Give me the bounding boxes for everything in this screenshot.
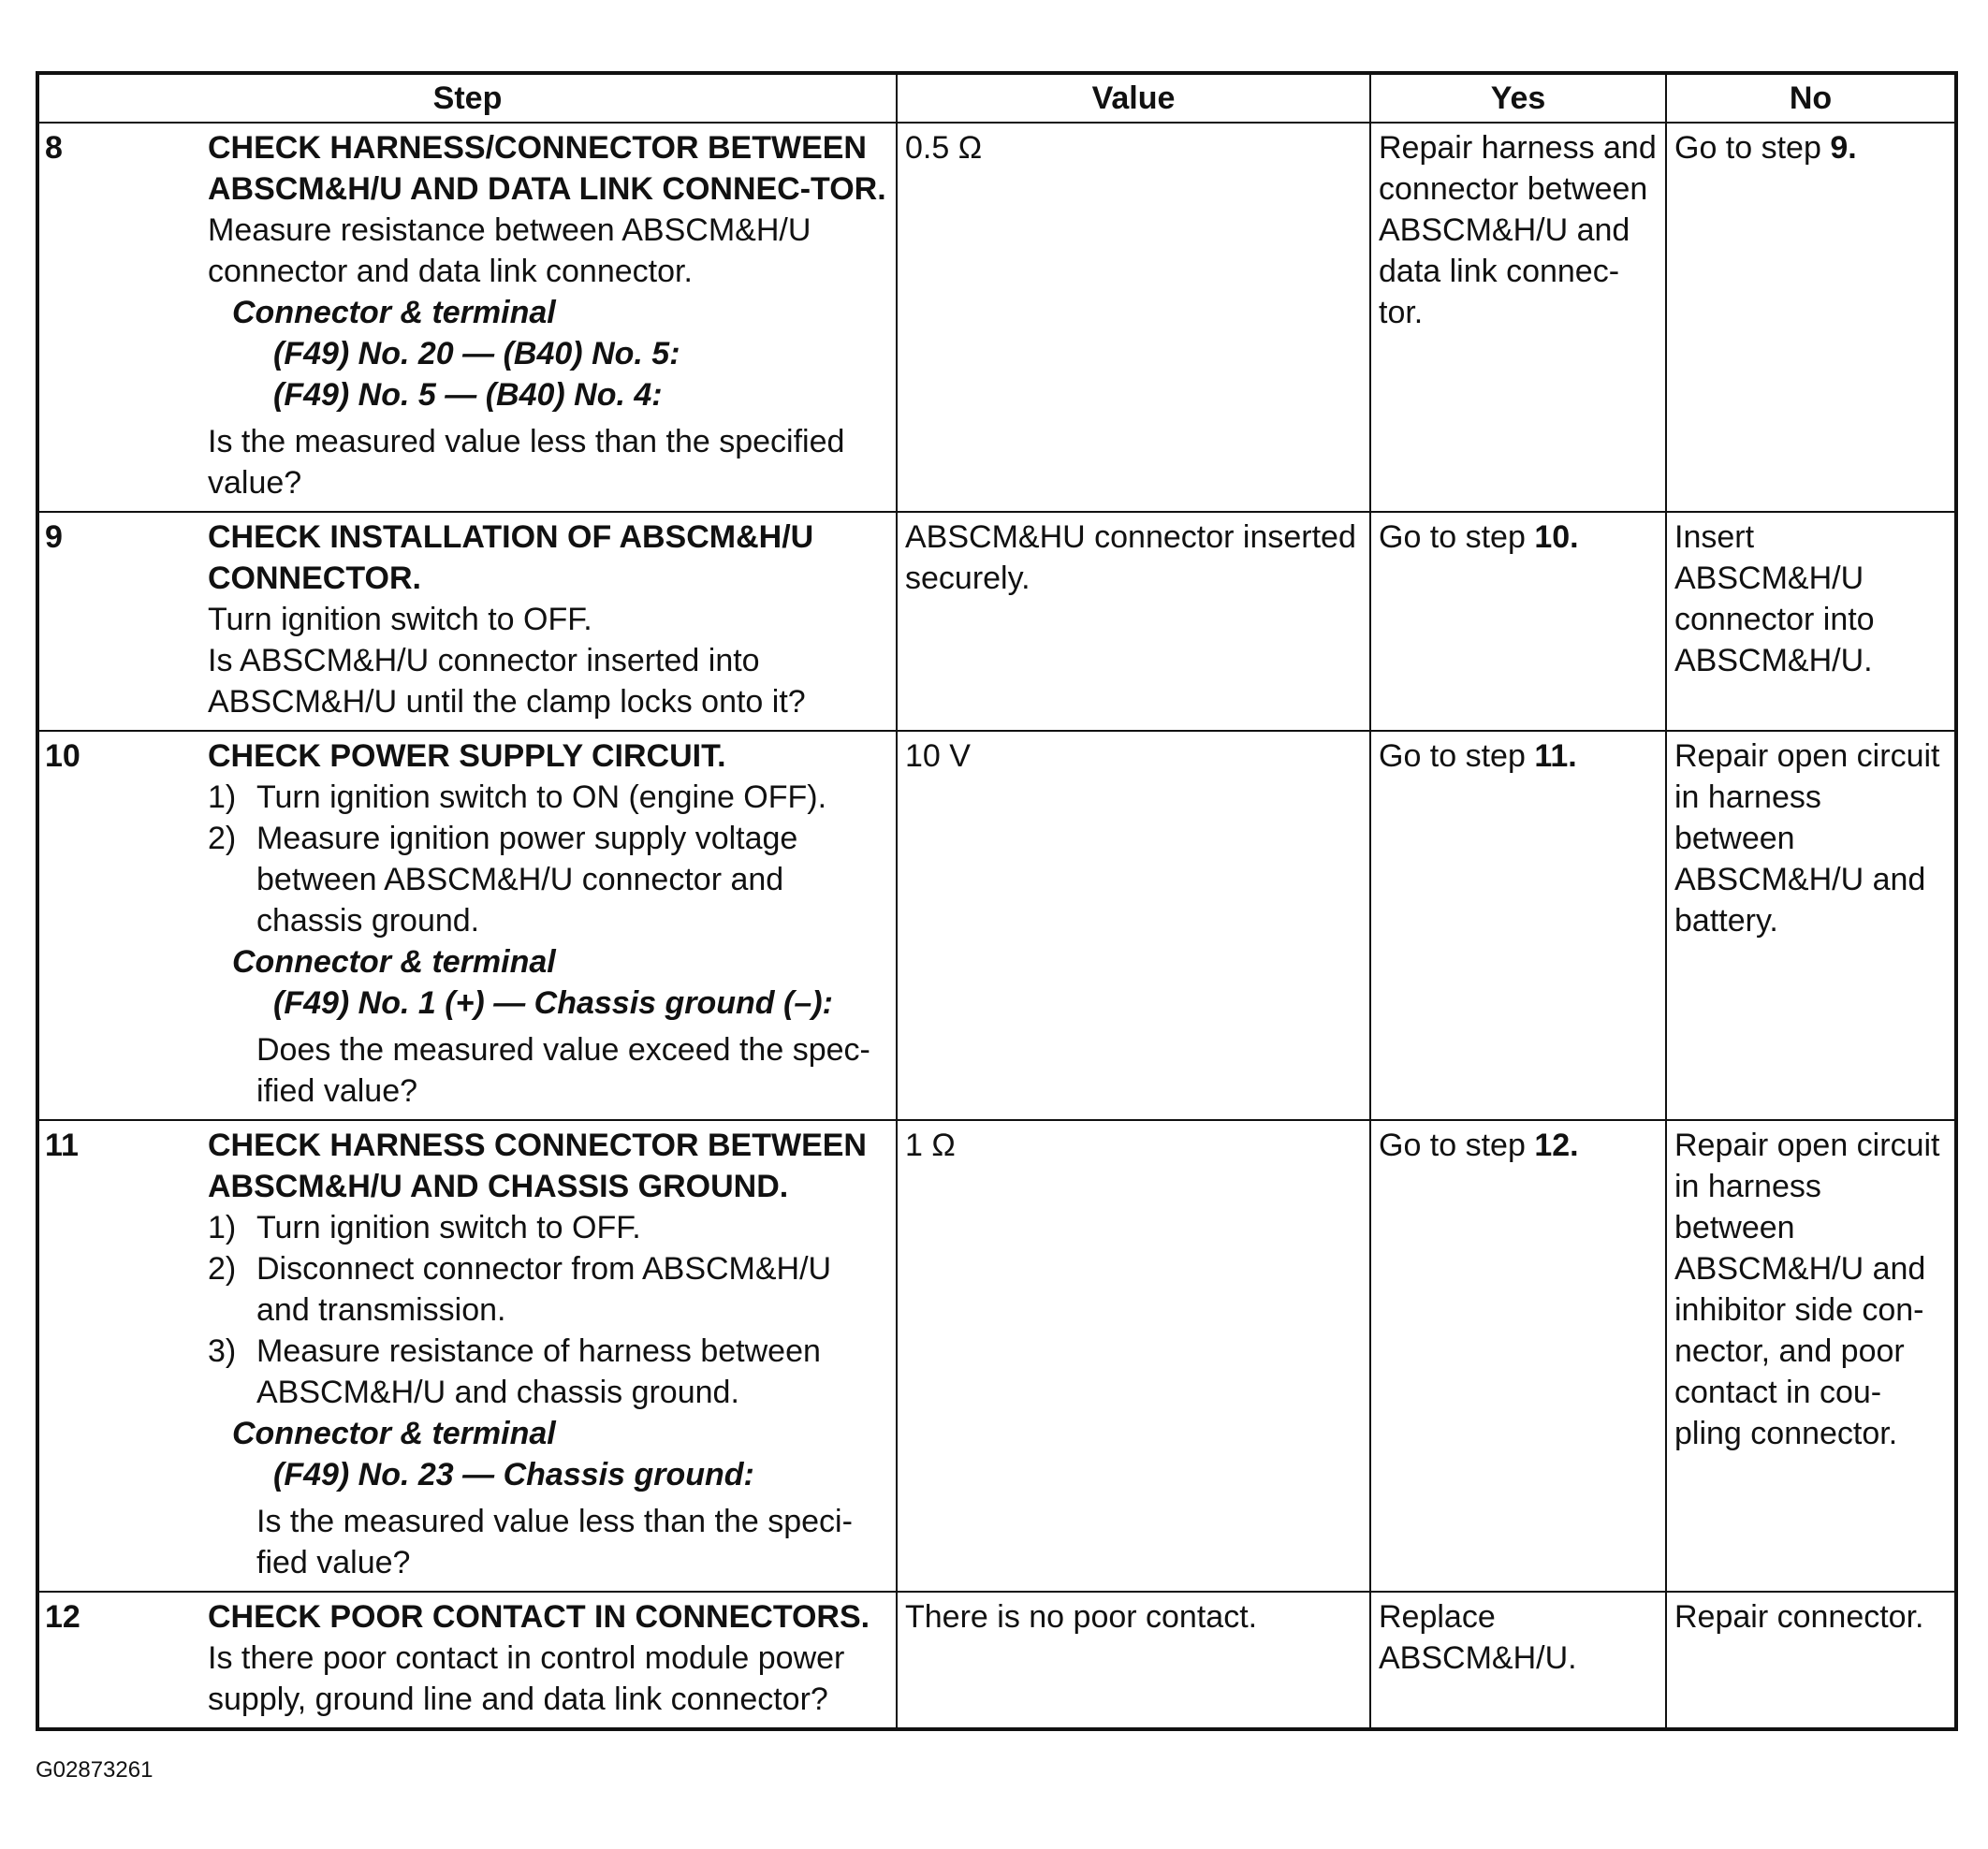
value-cell: ABSCM&HU connector inserted securely. <box>897 512 1370 731</box>
step-cell <box>198 123 897 512</box>
yes-cell <box>1370 731 1666 1120</box>
yes-text: Go to step <box>1379 519 1535 555</box>
list-number: 2) <box>208 821 237 856</box>
connector-terminal: (F49) No. 20 — (B40) No. 5: <box>273 336 680 371</box>
yes-text: Go to step <box>1379 738 1535 774</box>
step-title: CHECK INSTALLATION OF ABSCM&H/U CONNECTOR. <box>208 519 814 596</box>
step-title: CHECK POWER SUPPLY CIRCUIT. <box>208 738 726 774</box>
yes-text: Repair harness and connector between ABSCM&H/U and data link connec-tor. <box>1379 130 1657 330</box>
yes-step-ref: 10. <box>1534 519 1579 555</box>
step-cell <box>198 1592 897 1729</box>
step-cell <box>198 731 897 1120</box>
connector-terminal-label: Connector & terminal <box>232 944 556 980</box>
step-list-item <box>208 777 888 818</box>
step-text: Turn ignition switch to OFF. <box>208 602 592 637</box>
header-yes: Yes <box>1370 73 1666 123</box>
step-text: Is ABSCM&H/U connector inserted into ABSCM&H/U until the clamp locks onto it? <box>208 643 806 720</box>
no-cell <box>1666 1120 1956 1592</box>
step-list-item <box>208 1248 888 1331</box>
list-number: 1) <box>208 1210 237 1245</box>
no-cell <box>1666 1592 1956 1729</box>
list-text: Disconnect connector from ABSCM&H/U and transmission. <box>256 1251 832 1328</box>
diagnostic-table <box>36 71 1958 1731</box>
connector-terminal-label: Connector & terminal <box>232 1416 556 1451</box>
connector-terminal: (F49) No. 5 — (B40) No. 4: <box>273 377 663 413</box>
yes-cell <box>1370 123 1666 512</box>
value-cell: There is no poor contact. <box>897 1592 1370 1729</box>
step-number: 12 <box>37 1592 198 1729</box>
step-cell <box>198 512 897 731</box>
list-text: Turn ignition switch to OFF. <box>256 1210 641 1245</box>
step-question: Is the measured value less than the speci-fied value? <box>256 1504 853 1580</box>
step-list-item <box>208 818 888 941</box>
step-title: CHECK HARNESS/CONNECTOR BETWEEN ABSCM&H/U AND DATA LINK CONNEC-TOR. <box>208 130 886 207</box>
yes-cell <box>1370 512 1666 731</box>
value-cell: 0.5 Ω <box>897 123 1370 512</box>
step-list-item <box>208 1207 888 1248</box>
header-no: No <box>1666 73 1956 123</box>
no-text: Repair open circuit in harness between ABSCM&H/U and battery. <box>1674 738 1940 939</box>
no-text: Insert ABSCM&H/U connector into ABSCM&H/U. <box>1674 519 1875 678</box>
step-title: CHECK HARNESS CONNECTOR BETWEEN ABSCM&H/U AND CHASSIS GROUND. <box>208 1128 867 1204</box>
table-body <box>37 123 1956 1729</box>
no-cell <box>1666 512 1956 731</box>
header-value: Value <box>897 73 1370 123</box>
table-row <box>37 123 1956 512</box>
yes-text: Replace ABSCM&H/U. <box>1379 1599 1577 1676</box>
connector-terminal-label: Connector & terminal <box>232 295 556 330</box>
no-text: Repair open circuit in harness between ABSCM&H/U and inhibitor side con-nector, and poor contact in cou-pling connector. <box>1674 1128 1940 1451</box>
header-row <box>37 73 1956 123</box>
yes-step-ref: 11. <box>1534 738 1577 774</box>
step-text: Measure resistance between ABSCM&H/U connector and data link connector. <box>208 212 811 289</box>
table-row <box>37 1592 1956 1729</box>
value-cell: 10 V <box>897 731 1370 1120</box>
list-number: 3) <box>208 1333 237 1369</box>
step-text: Is there poor contact in control module power supply, ground line and data link connector? <box>208 1640 845 1717</box>
figure-id: G02873261 <box>36 1757 153 1783</box>
step-number: 11 <box>37 1120 198 1592</box>
list-number: 2) <box>208 1251 237 1287</box>
step-number: 10 <box>37 731 198 1120</box>
value-cell: 1 Ω <box>897 1120 1370 1592</box>
connector-terminal: (F49) No. 23 — Chassis ground: <box>273 1457 754 1492</box>
no-cell <box>1666 123 1956 512</box>
no-cell <box>1666 731 1956 1120</box>
table-row <box>37 731 1956 1120</box>
no-text: Go to step <box>1674 130 1831 166</box>
yes-cell <box>1370 1120 1666 1592</box>
table-row <box>37 512 1956 731</box>
header-step: Step <box>37 73 897 123</box>
step-list-item <box>208 1331 888 1413</box>
step-question: Is the measured value less than the specified value? <box>208 424 845 501</box>
step-number: 8 <box>37 123 198 512</box>
step-cell <box>198 1120 897 1592</box>
no-text: Repair connector. <box>1674 1599 1924 1635</box>
list-text: Turn ignition switch to ON (engine OFF). <box>256 779 827 815</box>
connector-terminal: (F49) No. 1 (+) — Chassis ground (–): <box>273 985 833 1021</box>
yes-text: Go to step <box>1379 1128 1535 1163</box>
no-step-ref: 9. <box>1830 130 1857 166</box>
list-number: 1) <box>208 779 237 815</box>
list-text: Measure ignition power supply voltage between ABSCM&H/U connector and chassis ground. <box>256 821 798 939</box>
step-question: Does the measured value exceed the spec-ified value? <box>256 1032 870 1109</box>
list-text: Measure resistance of harness between ABSCM&H/U and chassis ground. <box>256 1333 821 1410</box>
yes-cell <box>1370 1592 1666 1729</box>
step-number: 9 <box>37 512 198 731</box>
table-row <box>37 1120 1956 1592</box>
step-title: CHECK POOR CONTACT IN CONNECTORS. <box>208 1599 870 1635</box>
yes-step-ref: 12. <box>1534 1128 1579 1163</box>
